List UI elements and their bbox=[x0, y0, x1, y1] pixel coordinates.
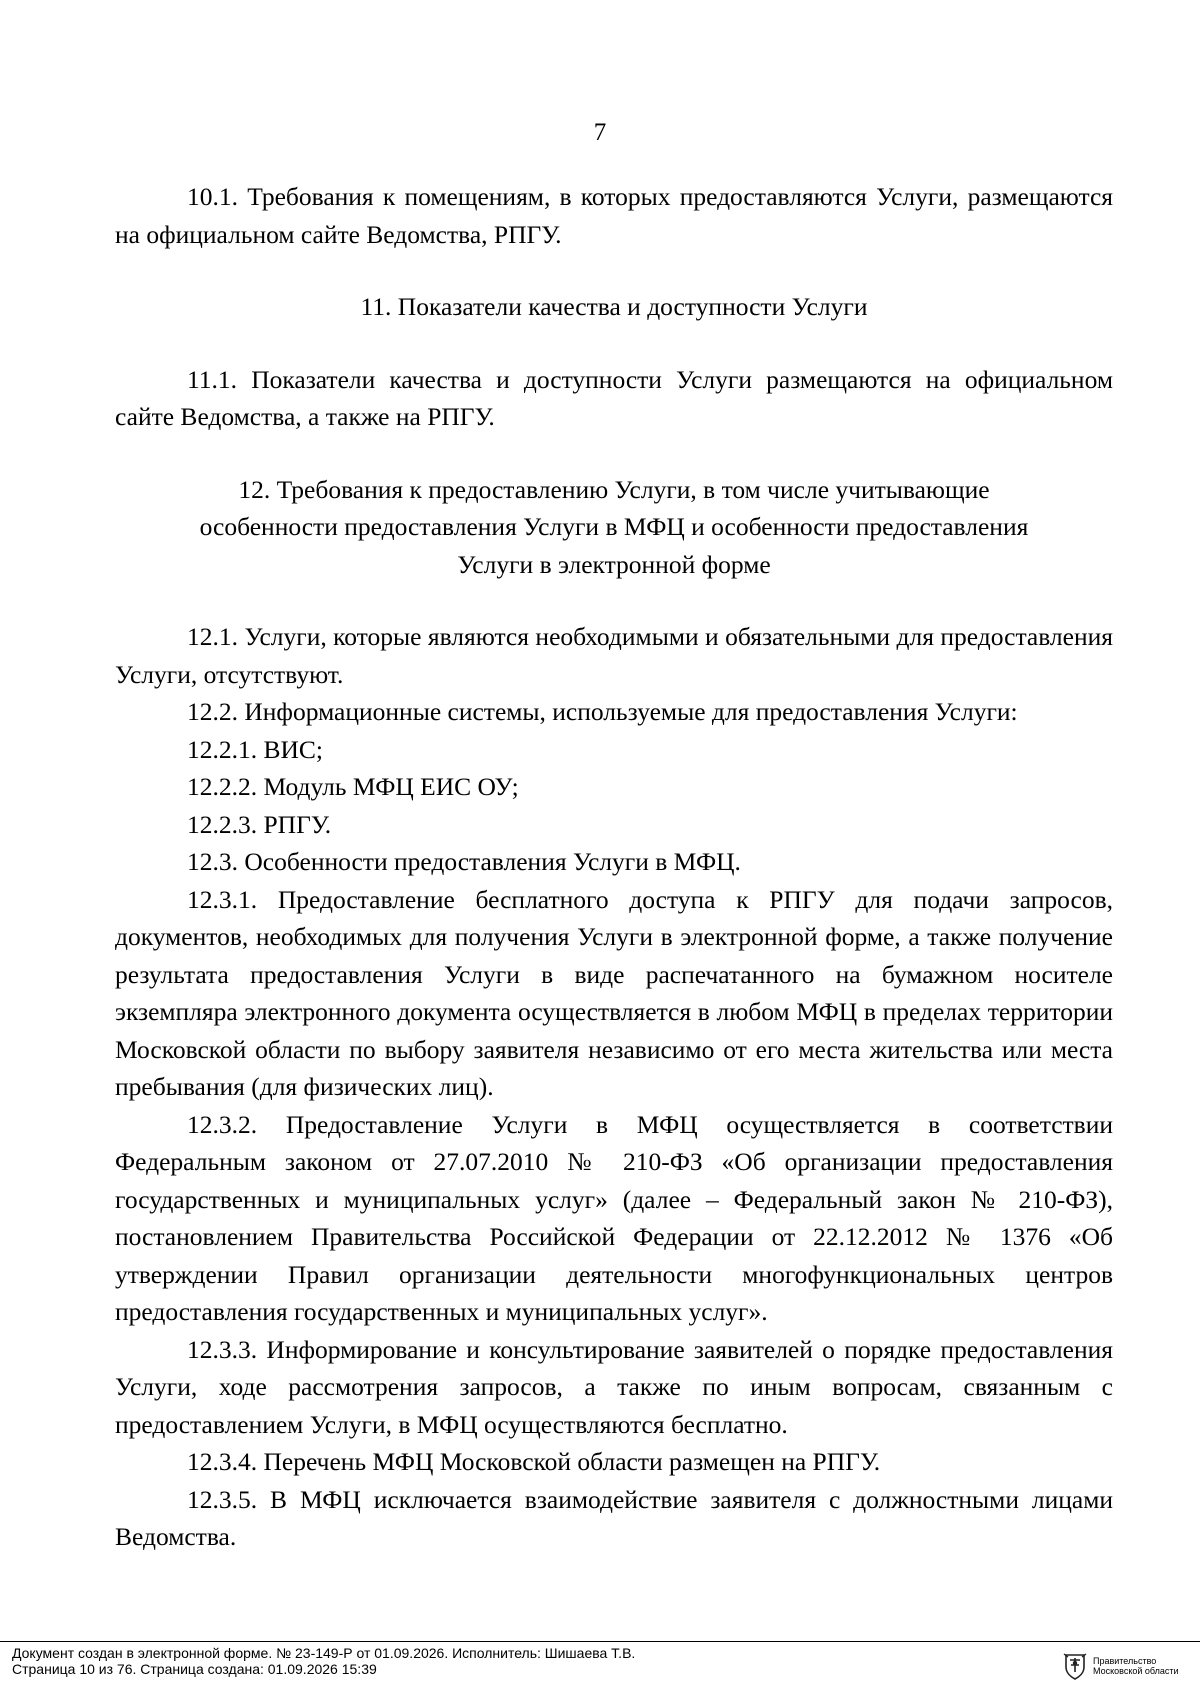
coat-of-arms-icon bbox=[1063, 1652, 1087, 1680]
paragraph-12-2: 12.2. Информационные системы, используемые для предоставления Услуги: bbox=[187, 697, 1018, 726]
paragraph-12-1: 12.1. Услуги, которые являются необходимыми и обязательными для предоставления Услуги, отсутствуют. bbox=[115, 622, 1113, 689]
paragraph-12-3: 12.3. Особенности предоставления Услуги в МФЦ. bbox=[187, 847, 741, 876]
heading-12-line-2: особенности предоставления Услуги в МФЦ и особенности предоставления bbox=[199, 512, 1029, 541]
heading-section-11: 11. Показатели качества и доступности Услуги bbox=[360, 292, 868, 321]
paragraph-12-2-1: 12.2.1. ВИС; bbox=[187, 734, 324, 764]
paragraph-12-3-5: 12.3.5. В МФЦ исключается взаимодействие заявителя с должностными лицами Ведомства. bbox=[115, 1484, 1113, 1551]
heading-12-line-3: Услуги в электронной форме bbox=[457, 549, 771, 579]
page-number: 7 bbox=[593, 119, 607, 146]
paragraph-11-1: 11.1. Показатели качества и доступности Услуги размещаются на официальном сайте Ведомства, а также на РПГУ. bbox=[115, 364, 1113, 431]
paragraph-12-2-2: 12.2.2. Модуль МФЦ ЕИС ОУ; bbox=[187, 772, 519, 801]
paragraph-10-1: 10.1. Требования к помещениям, в которых предоставляются Услуги, размещаются на официальном сайте Ведомства, РПГУ. bbox=[115, 182, 1113, 249]
logo-caption-line-1: Правительство bbox=[1093, 1656, 1157, 1666]
government-logo bbox=[1063, 1651, 1191, 1681]
logo-caption-line-2: Московской области bbox=[1093, 1666, 1179, 1676]
document-body bbox=[115, 178, 1113, 1556]
paragraph-12-3-2: 12.3.2. Предоставление Услуги в МФЦ осуществляется в соответствии Федеральным законом от 27.07.2010 № 210-ФЗ «Об организации предоставления государственных и муниципальных услуг» (далее – Федеральный закон № 210-ФЗ), постановлением Правительства Российской Федерации от 22.12.2012 № 1376 «Об утверждении Правил организации деятельности многофункциональных центров предоставления государственных и муниципальных услуг». bbox=[115, 1109, 1113, 1326]
paragraph-12-3-1: 12.3.1. Предоставление бесплатного доступа к РПГУ для подачи запросов, документов, необходимых для получения Услуги в электронной форме, а также получение результата предоставления Услуги в виде распечатанного на бумажном носителе экземпляра электронного документа осуществляется в любом МФЦ в пределах территории Московской области по выбору заявителя независимо от его места жительства или места пребывания (для физических лиц). bbox=[115, 884, 1113, 1101]
footer-document-info: Документ создан в электронной форме. № 23-149-Р от 01.09.2026. Исполнитель: Шишаева Т.В. bbox=[12, 1645, 636, 1661]
heading-section-12 bbox=[115, 471, 1113, 584]
heading-12-line-1: 12. Требования к предоставлению Услуги, в том числе учитывающие bbox=[238, 474, 990, 504]
footer-divider bbox=[0, 1641, 1200, 1642]
paragraph-12-3-3: 12.3.3. Информирование и консультирование заявителей о порядке предоставления Услуги, ходе рассмотрения запросов, а также по иным вопросам, связанным с предоставлением Услуги, в МФЦ осуществляются бесплатно. bbox=[115, 1334, 1113, 1439]
footer-page-info: Страница 10 из 76. Страница создана: 01.09.2026 15:39 bbox=[12, 1661, 377, 1677]
logo-caption bbox=[1093, 1656, 1179, 1676]
footer bbox=[12, 1645, 1012, 1677]
paragraph-12-3-4: 12.3.4. Перечень МФЦ Московской области размещен на РПГУ. bbox=[187, 1447, 881, 1476]
paragraph-12-2-3: 12.2.3. РПГУ. bbox=[187, 809, 332, 839]
